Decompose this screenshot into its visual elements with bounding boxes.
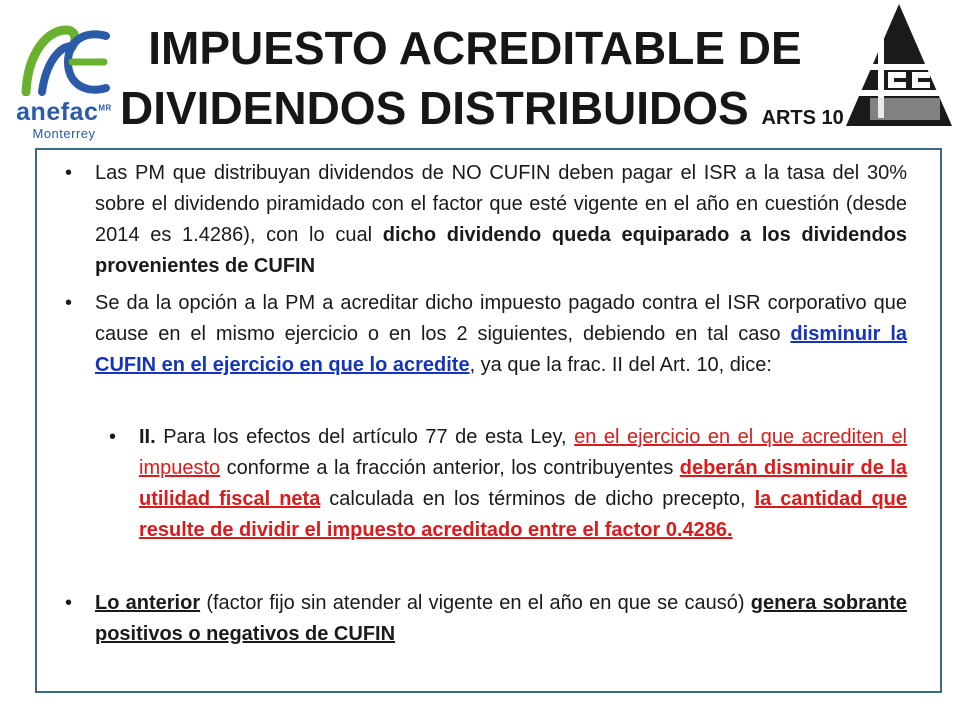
red-emphasis-3: la cantidad que resulte de dividir el impuesto acreditado entre el factor 0.4286. [139,488,907,541]
anefac-ae-icon [20,22,110,96]
red-emphasis-1: en el ejercicio en el que acrediten el impuesto [139,426,908,479]
bullet-dot: • [65,292,73,314]
page-title [120,18,844,148]
underlined-text-1: Lo anterior [95,592,201,614]
emphasis-text: dicho dividendo queda equiparado a los dividendos provenientes de CUFIN [95,224,907,277]
content-box [35,148,942,693]
bullet-dot: • [65,592,73,614]
brand-name: anefac$^{MR}$ [16,98,112,126]
bullet-item: • Las PM que distribuyan dividendos de NO CUFIN deben pagar el ISR a la tasa del 30% sobre el dividendo piramidado con el factor que esté vigente en el año en cuestión (desde 2014 es 1.4286), con lo cual dicho dividendo queda equiparado a los dividendos provenientes de CUFIN [95,158,907,282]
bullet-dot: • [65,162,73,184]
underlined-text-2: genera sobrante positivos o negativos de CUFIN [95,592,907,645]
bullet-item: • Se da la opción a la PM a acreditar dicho impuesto pagado contra el ISR corporativo que cause en el mismo ejercicio o en los 2 siguientes, debiendo en tal caso disminuir la CUFIN en el ejercicio en que lo acredite, ya que la frac. II del Art. 10, dice: [95,288,907,381]
bullet-item: • Lo anterior (factor fijo sin atender al vigente en el año en que se causó) genera sobrante positivos o negativos de CUFIN [95,588,907,650]
brand-city: Monterrey [32,126,96,141]
red-emphasis-2: deberán disminuir de la utilidad fiscal neta [139,457,907,510]
pyramid-logo-icon [840,2,958,130]
title-line-2: DIVIDENDOS DISTRIBUIDOS ARTS 10 [120,82,844,134]
title-arts: ARTS 10 [761,107,844,129]
anefac-logo [8,22,120,142]
title-line-1: IMPUESTO ACREDITABLE DE [148,22,802,74]
bullet-dot: • [109,426,117,448]
sub-bullet-item: • II. Para los efectos del artículo 77 de esta Ley, en el ejercicio en el que acrediten el impuesto conforme a la fracción anterior, los contribuyentes deberán disminuir de la utilidad fiscal neta calculada en los términos de dicho precepto, la cantidad que resulte de dividir el impuesto acreditado entre el factor 0.4286. [139,422,907,546]
cufin-link[interactable]: disminuir la CUFIN en el ejercicio en que lo acredite [95,323,907,376]
